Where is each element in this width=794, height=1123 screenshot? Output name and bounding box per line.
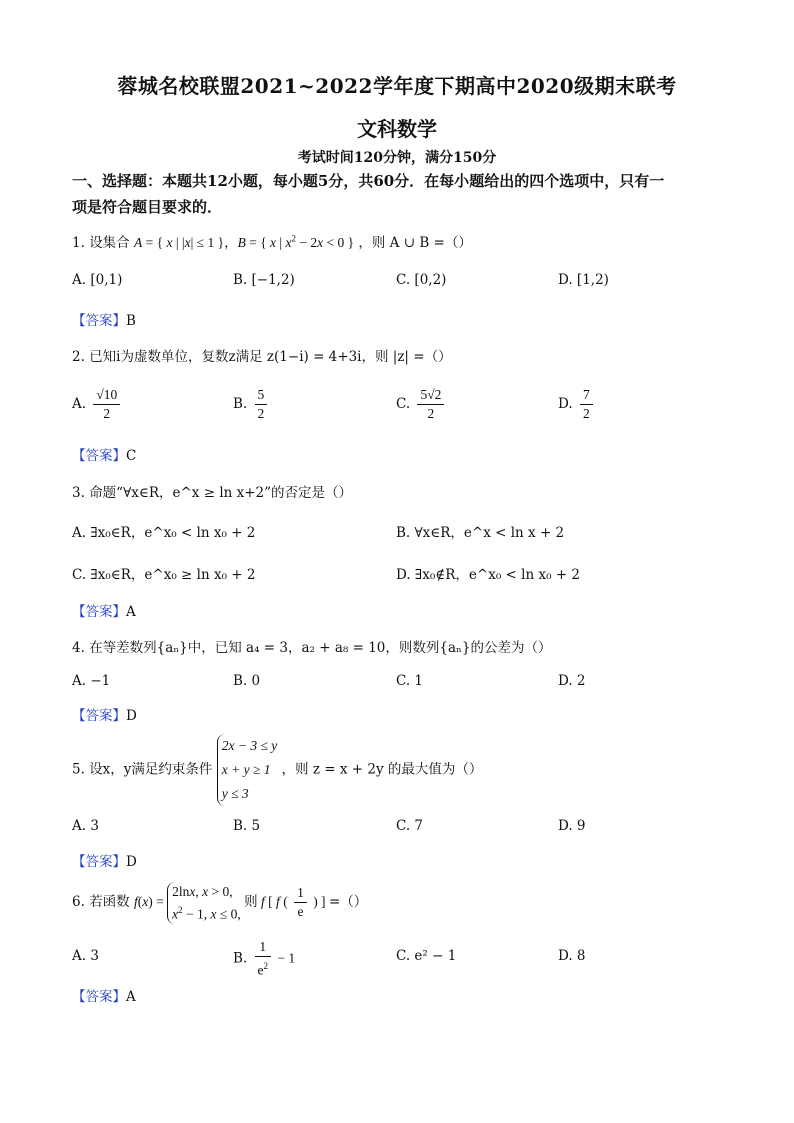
option-d[interactable]: D. 9 <box>558 818 586 834</box>
option-c[interactable]: C. [0,2) <box>396 272 447 288</box>
question-5 <box>72 734 482 806</box>
answer-value: A <box>126 989 136 1005</box>
option-letter: B. <box>233 950 248 967</box>
question-stem: 设x，y满足约束条件 <box>89 761 213 778</box>
option-c[interactable] <box>396 386 447 423</box>
option-d[interactable] <box>558 386 596 423</box>
question-stem: 若函数 <box>89 893 130 910</box>
question-stem-tail: ，则 z = x + 2y 的最大值为（） <box>281 761 483 778</box>
option-d[interactable]: D. [1,2) <box>558 272 609 288</box>
option-letter: B. <box>233 396 248 412</box>
answer-label: 【答案】 <box>72 448 126 464</box>
option-letter: C. <box>396 396 411 412</box>
question-stem: 在等差数列{aₙ}中，已知 a₄ = 3，a₂ + a₈ = 10，则数列{aₙ}的公差为（） <box>89 640 552 656</box>
answer-label: 【答案】 <box>72 854 126 870</box>
set-definition-a: A = { x | |x| ≤ 1 }，B = { x | $x^2 - 2x < 0$ } <box>133 233 355 250</box>
section-heading <box>72 168 732 220</box>
answer-value: B <box>126 313 136 329</box>
option-a[interactable] <box>72 386 123 423</box>
question-number: 5. <box>72 761 85 778</box>
option-c[interactable]: C. ∃x₀∈R，e^x₀ ≥ ln x₀ + 2 <box>72 567 256 583</box>
constraint-system: 2x − 3 ≤ y x + y ≥ 1 y ≤ 3 <box>217 734 278 806</box>
option-a[interactable]: A. 3 <box>72 948 99 964</box>
option-b[interactable] <box>233 386 270 423</box>
question-6 <box>72 882 367 924</box>
exam-subject: 文科数学 <box>357 117 437 141</box>
question-stem: 设集合 <box>89 235 130 251</box>
option-b[interactable]: B. ∀x∈R，e^x < ln x + 2 <box>396 525 565 541</box>
option-c[interactable]: C. 1 <box>396 673 424 689</box>
option-d[interactable]: D. 8 <box>558 948 586 964</box>
fraction: $\frac{7}{2}$ <box>580 386 593 423</box>
answer-value: C <box>126 448 137 464</box>
fraction: $\frac{5√2}{2}$ <box>417 386 444 423</box>
exam-title: 蓉城名校联盟2021~2022学年度下期高中2020级期末联考 <box>117 74 677 98</box>
question-number: 2. <box>72 349 85 365</box>
answer-label: 【答案】 <box>72 604 126 620</box>
fraction: $\frac{1}{e^2}$ <box>255 938 272 980</box>
answer-label: 【答案】 <box>72 313 126 329</box>
question-stem-tail: ，则 A ∪ B =（） <box>358 235 472 251</box>
answer-5 <box>72 850 137 870</box>
answer-6 <box>72 985 136 1005</box>
question-number: 3. <box>72 485 85 501</box>
answer-label: 【答案】 <box>72 708 126 724</box>
answer-value: A <box>126 604 136 620</box>
question-number: 6. <box>72 893 85 910</box>
fraction: $\frac{√10}{2}$ <box>93 386 120 423</box>
piecewise-function: f(x) = 2lnx, x > 0, $x^2 - 1$, x ≤ 0, 则 f [ f ( $\frac{1}{e}$ ) ] <box>133 884 329 922</box>
option-b[interactable]: B. 0 <box>233 673 261 689</box>
question-stem: 已知i为虚数单位，复数z满足 z(1−i) = 4+3i，则 |z| =（） <box>89 349 452 365</box>
option-a[interactable]: A. −1 <box>72 673 111 689</box>
answer-value: D <box>126 854 137 870</box>
option-a[interactable]: A. ∃x₀∈R，e^x₀ < ln x₀ + 2 <box>72 525 256 541</box>
section-heading-line1: 一、选择题：本题共12小题，每小题5分，共60分．在每小题给出的四个选项中，只有一 <box>72 172 665 190</box>
option-b[interactable]: B. 5 <box>233 818 261 834</box>
question-3 <box>72 481 352 501</box>
option-d[interactable]: D. 2 <box>558 673 586 689</box>
option-b[interactable]: B. $\frac{1}{e^2}$ − 1 <box>233 939 296 978</box>
answer-4 <box>72 704 137 724</box>
question-number: 4. <box>72 640 85 656</box>
option-a[interactable]: A. [0,1) <box>72 272 123 288</box>
question-2 <box>72 345 452 365</box>
option-d[interactable]: D. ∃x₀∉R，e^x₀ < ln x₀ + 2 <box>396 567 580 583</box>
answer-1 <box>72 309 136 329</box>
option-c[interactable]: C. e² − 1 <box>396 948 457 964</box>
answer-label: 【答案】 <box>72 989 126 1005</box>
option-a[interactable]: A. 3 <box>72 818 99 834</box>
answer-value: D <box>126 708 137 724</box>
fraction: $\frac{5}{2}$ <box>255 386 268 423</box>
question-number: 1. <box>72 235 85 251</box>
section-heading-line2: 项是符合题目要求的． <box>72 198 223 216</box>
answer-2 <box>72 444 136 464</box>
question-stem: 命题“∀x∈R，e^x ≥ ln x+2”的否定是（） <box>89 485 353 501</box>
exam-info: 考试时间120分钟，满分150分 <box>297 150 497 166</box>
question-1 <box>72 231 472 251</box>
question-4 <box>72 636 551 656</box>
option-b[interactable]: B. [−1,2) <box>233 272 295 288</box>
answer-3 <box>72 600 136 620</box>
option-letter: D. <box>558 396 573 412</box>
question-stem-tail: =（） <box>328 893 368 910</box>
option-c[interactable]: C. 7 <box>396 818 424 834</box>
option-letter: A. <box>72 396 87 412</box>
